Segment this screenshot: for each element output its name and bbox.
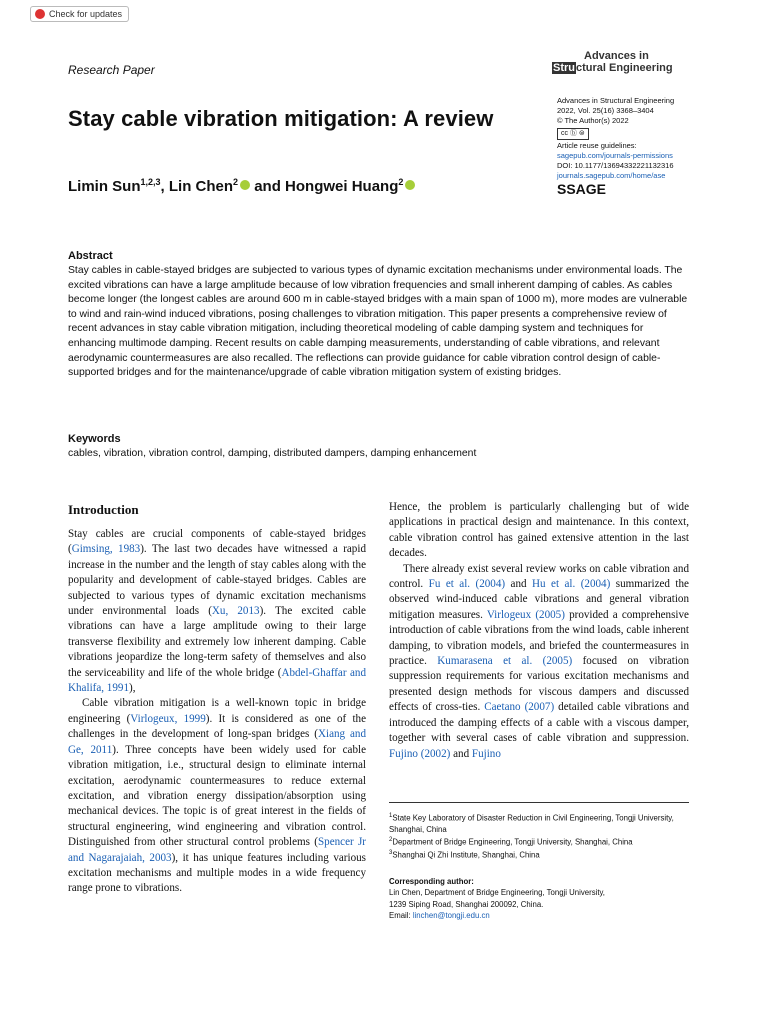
column-left xyxy=(68,527,366,897)
cc-license-icon: cc ⓑ ⊜ xyxy=(557,128,589,140)
affiliations: $^1$State Key Laboratory of Disaster Reduction in Civil Engineering, Tongji University, Shanghai, China $^2$Department of Bridge Engineering, Tongji University, Shanghai, China $^3$Shanghai Qi Zhi Institute, Shanghai, China xyxy=(389,813,674,860)
citation-link[interactable]: Fujino (2002) xyxy=(389,747,451,760)
citation-link[interactable]: Virlogeux (2005) xyxy=(486,608,565,621)
citation-link[interactable]: Kumarasena et al. (2005) xyxy=(437,655,573,668)
citation-link[interactable]: Fujino xyxy=(471,747,501,760)
keywords-heading: Keywords xyxy=(68,433,121,445)
check-for-updates-badge[interactable]: Check for updates xyxy=(30,6,129,22)
column-right xyxy=(389,500,689,762)
citation-link[interactable]: Gimsing, 1983 xyxy=(71,543,141,556)
paper-title: Stay cable vibration mitigation: A review xyxy=(68,106,494,131)
reuse-link[interactable]: sagepub.com/journals-permissions xyxy=(557,151,673,161)
introduction-heading: Introduction xyxy=(68,502,139,517)
keywords-text: cables, vibration, vibration control, damping, distributed dampers, damping enhancement xyxy=(68,448,477,459)
abstract-text: Stay cables in cable-stayed bridges are subjected to various types of dynamic excitation mechanisms under environmental loads. The excited vibrations can have a large amplitude because of low vibration frequencies and small inherent damping of cables. As cables become longer (the longest cables are around 600 m in cable-stayed bridges with a main span of 1000 m), more modes are vulnerable to wind and rain-wind induced vibrations, posing challenges to vibration mitigation. This paper presents a comprehensive review of recent advances in stay cable vibration mitigation, including theoretical modeling of cable damping system and techniques for enhancing multimode damping. Recent results on cable damping measurements, understanding of cable vibrations, and relevant aerodynamic countermeasures are also recalled. The reflections can provide guidance for cable vibration control design of cable-supported bridges and for the maintenance/upgrade of cable vibration mitigation system of existing bridges. xyxy=(68,265,688,379)
citation-link[interactable]: Abdel-Ghaffar and Khalifa, 1991 xyxy=(68,666,366,695)
journal-site-link[interactable]: journals.sagepub.com/home/ase xyxy=(557,171,666,181)
sage-logo: SSAGE xyxy=(557,180,607,197)
email-link[interactable]: linchen@tongji.edu.cn xyxy=(412,910,490,920)
citation-link[interactable]: Xiang and Ge, 2011 xyxy=(68,728,367,756)
corresponding-author: Corresponding author: Lin Chen, Department of Bridge Engineering, Tongji University, 1239 Siping Road, Shanghai 200092, China. Email: linchen@tongji.edu.cn xyxy=(389,877,605,920)
journal-logo: Advances in Structural Engineering xyxy=(553,50,673,74)
update-icon xyxy=(35,9,45,19)
article-meta: Advances in Structural Engineering 2022, Vol. 25(16) 3368–3404 © The Author(s) 2022 cc ⓑ ⊜ Article reuse guidelines: sagepub.com/journals-permissions DOI: 10.1177/13694332221132316 journals.sagepub.com/home/ase SSAGE xyxy=(557,96,675,197)
abstract-heading: Abstract xyxy=(68,250,113,262)
orcid-icon[interactable] xyxy=(405,180,415,190)
citation-link[interactable]: Caetano (2007) xyxy=(484,701,555,714)
authors: Limin Sun$^{1,2,3}$, Lin Chen$^2$ and Hongwei Huang$^2$ xyxy=(68,177,415,195)
paper-type: Research Paper xyxy=(68,63,155,77)
citation-link[interactable]: Virlogeux, 1999 xyxy=(130,712,206,725)
paragraph: Stay cables are crucial components of cable-stayed bridges (Gimsing, 1983). The last two decades have witnessed a rapid increase in the number and the length of stay cables along with the popularity and development of cable-stayed bridges. Cables are subjected to various types of dynamic excitation mechanisms under environmental loads (Xu, 2013). The excited cable vibrations can have a large amplitude owing to their large transverse flexibility and extremely low inherent damping. Cable vibrations jeopardize the long-term safety of themselves and also the serviceability and life of the whole bridge (Abdel-Ghaffar and Khalifa, 1991), xyxy=(68,528,366,695)
citation-link[interactable]: Spencer Jr and Nagarajaiah, 2003 xyxy=(68,836,367,864)
paragraph: Cable vibration mitigation is a well-known topic in bridge engineering (Virlogeux, 1999). It is considered as one of the challenges in the development of long-span bridges (Xiang and Ge, 2011). Three concepts have been widely used for cable vibration mitigation, i.e., structural design to eliminate internal excitation, aerodynamic countermeasures to reduce external excitation, and vibration energy dissipation/absorption using mechanical devices. The topic is of great interest in the fields of structural engineering, wind engineering and vibration control. Distinguished from other structural control problems (Spencer Jr and Nagarajaiah, 2003), it has unique features including various excitation mechanisms and multiple modes in a wide frequency range prone to vibrations. xyxy=(68,697,367,895)
orcid-icon[interactable] xyxy=(240,180,250,190)
citation-link[interactable]: Hu et al. (2004) xyxy=(532,578,611,591)
citation-link[interactable]: Fu et al. (2004) xyxy=(428,578,506,591)
citation-link[interactable]: Xu, 2013 xyxy=(211,605,260,618)
footnote-divider xyxy=(389,802,689,803)
paragraph: There already exist several review works on cable vibration and control. Fu et al. (2004) and Hu et al. (2004) summarized the observed wind-induced cable vibrations and general vibration mitigation measures. Virlogeux (2005) provided a comprehensive introduction of cable vibrations from the wind loads, cable inherent damping, to vibration models, and briefed the countermeasures in practice. Kumarasena et al. (2005) focused on vibration suppression requirements for various excitation mechanisms and presented design methods for viscous dampers and discussed effects of cross-ties. Caetano (2007) detailed cable vibrations and introduced the damping effects of a cable with a viscous damper, together with several cases of cable vibration and suppression. Fujino (2002) and Fujino xyxy=(389,562,690,760)
paragraph: Hence, the problem is particularly challenging but of wide applications in practical design and maintenance. In this context, cable vibration control has gained extensive attention in the last decades. xyxy=(389,501,689,560)
